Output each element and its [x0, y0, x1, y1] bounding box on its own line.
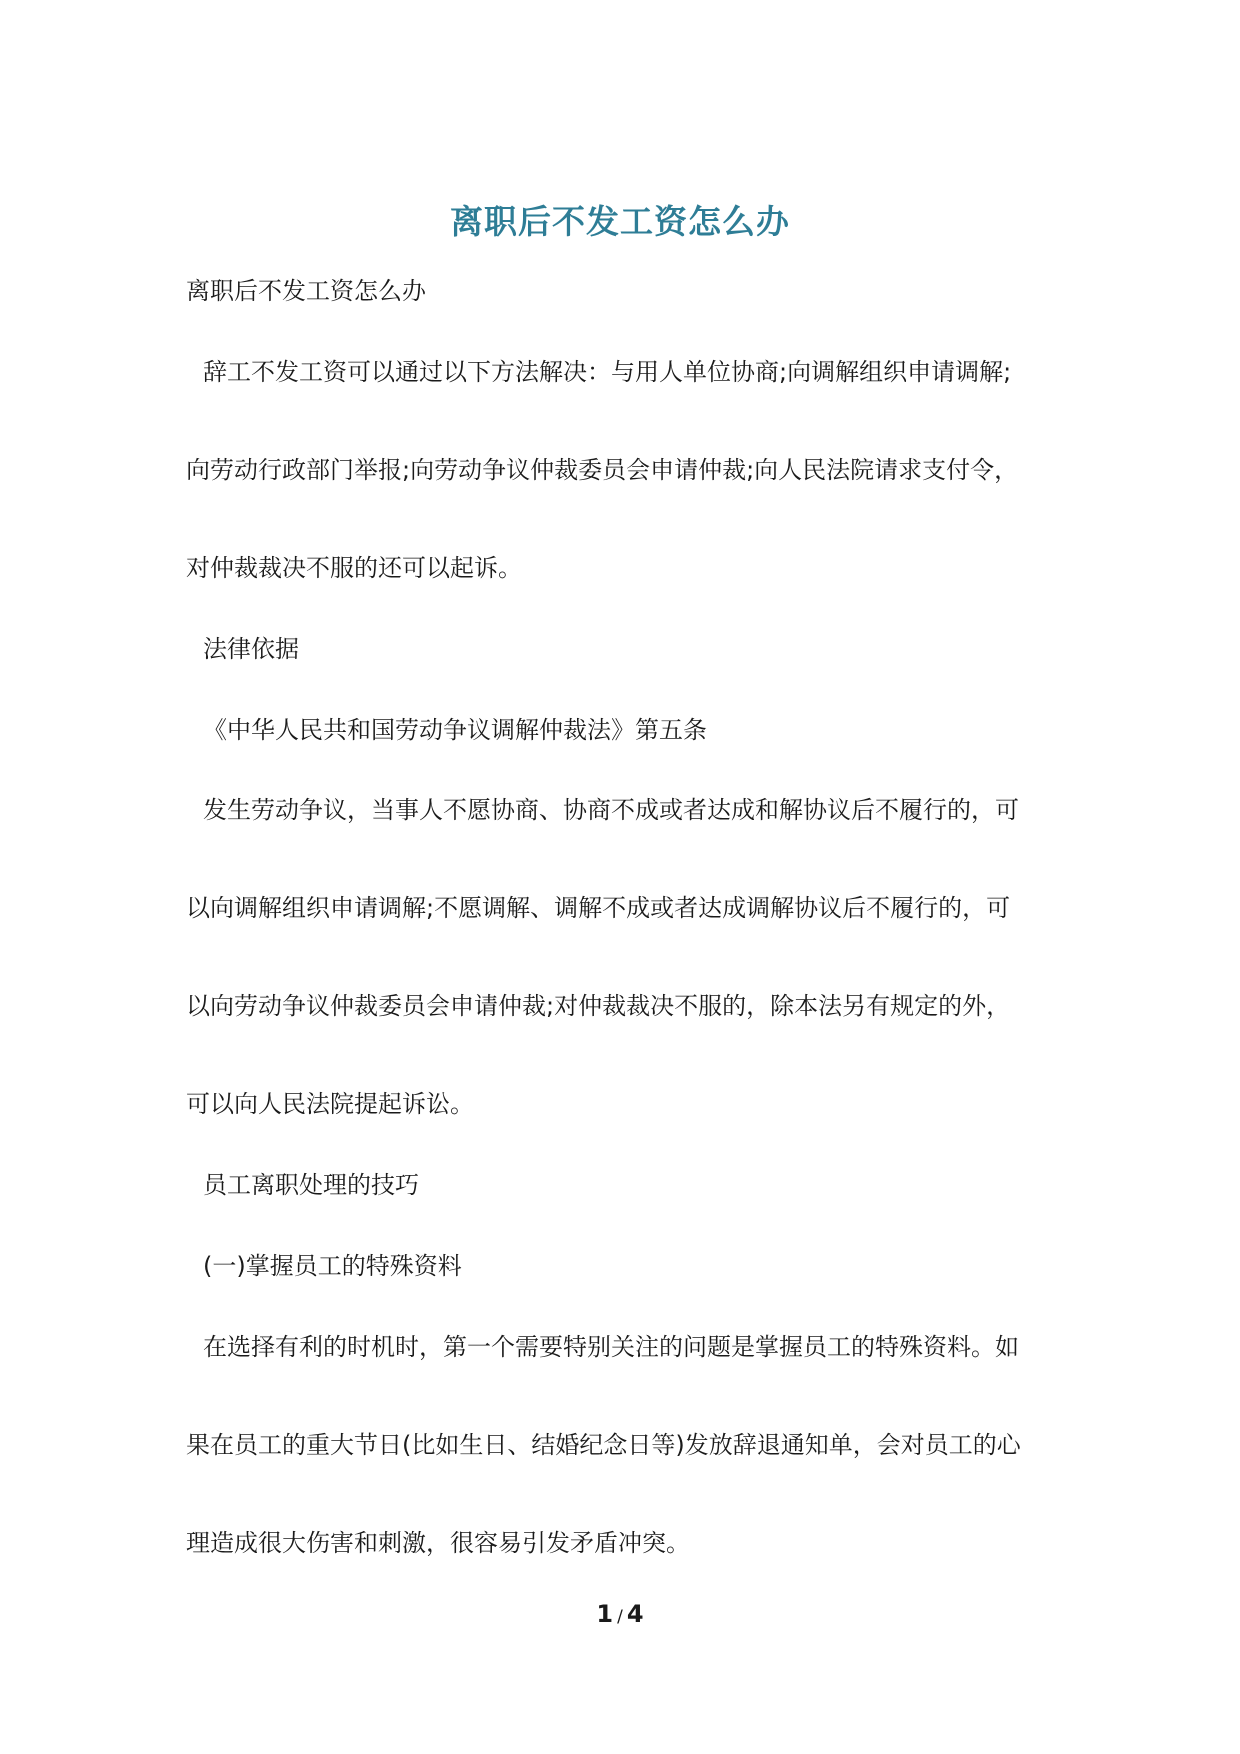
paragraph-line: 辞工不发工资可以通过以下方法解决：与用人单位协商;向调解组织申请调解; [203, 358, 1012, 386]
paragraph-line: 果在员工的重大节日(比如生日、结婚纪念日等)发放辞退通知单，会对员工的心 [186, 1431, 1021, 1459]
page-number [0, 1600, 1240, 1628]
paragraph-line: 可以向人民法院提起诉讼。 [186, 1090, 474, 1118]
section-heading: 员工离职处理的技巧 [203, 1171, 419, 1199]
page-current: 1 [596, 1600, 614, 1628]
paragraph-line: 以向劳动争议仲裁委员会申请仲裁;对仲裁裁决不服的，除本法另有规定的外， [186, 992, 1011, 1020]
page-separator: / [617, 1607, 623, 1627]
paragraph-line: 发生劳动争议，当事人不愿协商、协商不成或者达成和解协议后不履行的，可 [203, 796, 1019, 824]
document-title: 离职后不发工资怎么办 [450, 202, 790, 241]
paragraph-line: 向劳动行政部门举报;向劳动争议仲裁委员会申请仲裁;向人民法院请求支付令， [186, 456, 1019, 484]
page-total: 4 [626, 1600, 644, 1628]
subsection-heading: (一)掌握员工的特殊资料 [203, 1252, 462, 1280]
paragraph-line: 在选择有利的时机时，第一个需要特别关注的问题是掌握员工的特殊资料。如 [203, 1333, 1019, 1361]
law-citation: 《中华人民共和国劳动争议调解仲裁法》第五条 [203, 716, 707, 744]
subtitle-line: 离职后不发工资怎么办 [186, 277, 426, 305]
section-heading: 法律依据 [203, 635, 299, 663]
paragraph-line: 以向调解组织申请调解;不愿调解、调解不成或者达成调解协议后不履行的，可 [186, 894, 1011, 922]
paragraph-line: 对仲裁裁决不服的还可以起诉。 [186, 554, 522, 582]
paragraph-line: 理造成很大伤害和刺激，很容易引发矛盾冲突。 [186, 1529, 690, 1557]
